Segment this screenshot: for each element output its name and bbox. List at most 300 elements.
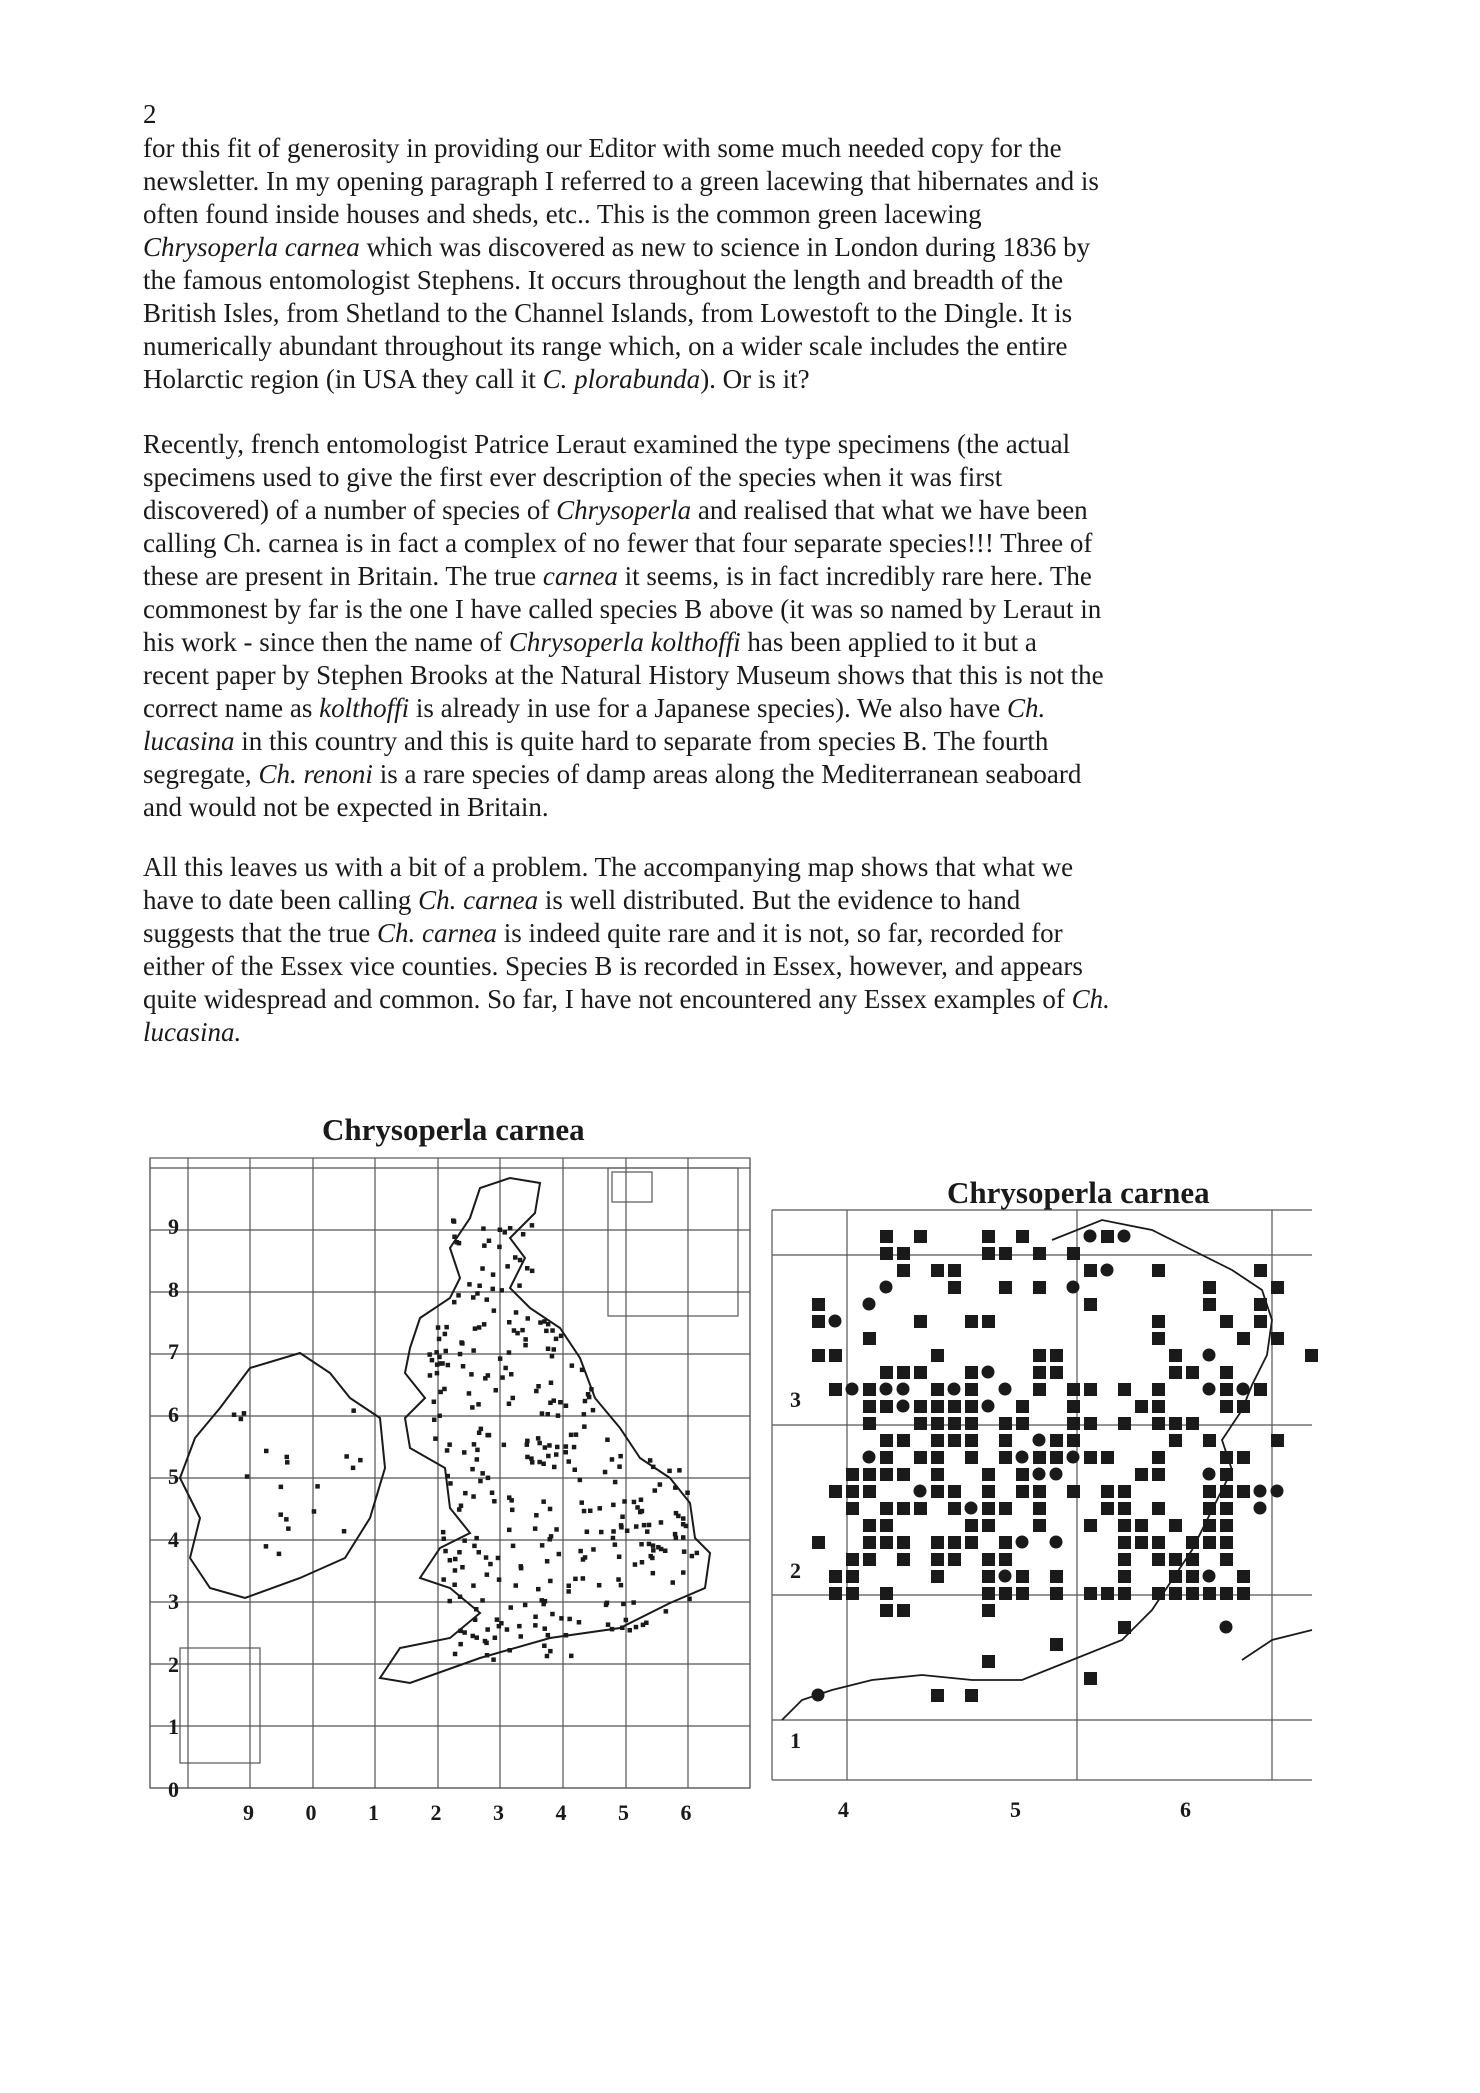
map1-record-square	[277, 1552, 282, 1557]
map2-record-square	[931, 1451, 944, 1464]
map2-record-square	[863, 1383, 876, 1396]
map1-record-square	[507, 1350, 512, 1355]
text-line	[143, 884, 1323, 917]
map1-record-square	[564, 1450, 569, 1455]
map1-record-square	[647, 1523, 652, 1528]
map2-record-square	[880, 1366, 893, 1379]
italic-span: C. plorabunda	[542, 364, 701, 394]
paragraph-1	[143, 132, 1323, 396]
map1-record-square	[611, 1536, 616, 1541]
map1-record-square	[583, 1399, 588, 1404]
map1-record-square	[581, 1576, 586, 1581]
map1-record-square	[578, 1549, 583, 1554]
text-line	[143, 132, 1323, 165]
map2-record-square	[1118, 1502, 1131, 1515]
map1-record-square	[548, 1507, 553, 1512]
map1-record-square	[546, 1633, 551, 1638]
map1-record-square	[536, 1436, 541, 1441]
map1-record-square	[471, 1348, 476, 1353]
map2-record-square	[829, 1485, 842, 1498]
map2-record-square	[965, 1417, 978, 1430]
map1-record-square	[264, 1449, 269, 1454]
map2-record-square	[1118, 1383, 1131, 1396]
map2-record-dot	[846, 1383, 859, 1396]
map1-record-square	[540, 1411, 545, 1416]
map1-record-square	[430, 1358, 435, 1363]
map1-record-square	[567, 1459, 572, 1464]
map1-record-square	[552, 1398, 557, 1403]
map1-record-square	[491, 1657, 496, 1662]
text-line	[143, 428, 1323, 461]
map2-record-square	[914, 1230, 927, 1243]
text-span: British Isles, from Shetland to the Channel Islands, from Lowestoft to the Dingle. It is	[143, 298, 1073, 328]
map1-record-square	[664, 1609, 669, 1614]
map2-record-square	[931, 1468, 944, 1481]
map1-record-square	[525, 1439, 530, 1444]
map2-record-square	[863, 1400, 876, 1413]
map1-record-square	[492, 1499, 497, 1504]
map1-record-square	[523, 1337, 528, 1342]
map2-record-square	[897, 1434, 910, 1447]
map1-record-square	[232, 1413, 237, 1418]
map2-record-square	[1067, 1434, 1080, 1447]
map1-record-square	[559, 1616, 564, 1621]
map1-record-square	[582, 1412, 587, 1417]
map1-record-square	[635, 1505, 640, 1510]
map2-record-dot	[1220, 1621, 1233, 1634]
map2-title: Chrysoperla carnea	[947, 1175, 1210, 1210]
map1-record-square	[634, 1524, 639, 1529]
map1-record-square	[640, 1560, 645, 1565]
map2-record-square	[880, 1400, 893, 1413]
map1-record-square	[533, 1526, 538, 1531]
text-line	[143, 330, 1323, 363]
map1-record-square	[511, 1396, 516, 1401]
map2-record-square	[931, 1383, 944, 1396]
map1-record-square	[502, 1443, 507, 1448]
text-span: is indeed quite rare and it is not, so far, recorded for	[496, 918, 1063, 948]
map2-record-square	[1152, 1587, 1165, 1600]
map1-record-square	[583, 1555, 588, 1560]
map2-record-square	[931, 1570, 944, 1583]
map1-record-square	[492, 1308, 497, 1313]
map1-british-isles	[150, 1158, 760, 1794]
map1-record-square	[499, 1621, 504, 1626]
map2-record-square	[1033, 1366, 1046, 1379]
text-span: All this leaves us with a bit of a problem. The accompanying map shows that what we	[143, 852, 1074, 882]
map1-record-square	[440, 1361, 445, 1366]
map1-record-square	[695, 1551, 700, 1556]
map1-record-square	[470, 1405, 475, 1410]
map1-record-square	[673, 1532, 678, 1537]
map1-x-tick-label: 4	[555, 1800, 567, 1825]
map1-record-square	[351, 1466, 356, 1471]
map1-record-square	[557, 1552, 562, 1557]
map2-record-square	[880, 1468, 893, 1481]
map1-record-square	[552, 1347, 557, 1352]
map1-y-tick-label: 0	[168, 1776, 179, 1802]
map1-record-square	[513, 1255, 518, 1260]
map2-record-square	[846, 1485, 859, 1498]
map2-record-square	[1152, 1417, 1165, 1430]
map2-record-square	[880, 1604, 893, 1617]
text-line	[143, 983, 1323, 1016]
map1-record-square	[472, 1442, 477, 1447]
map2-record-square	[1152, 1383, 1165, 1396]
map2-record-square	[863, 1332, 876, 1345]
map1-record-square	[351, 1408, 356, 1413]
map2-record-square	[1254, 1298, 1267, 1311]
text-span: calling Ch. carnea is in fact a complex of no fewer that four separate species!!! Three of	[143, 528, 1093, 558]
map2-record-square	[982, 1468, 995, 1481]
map2-record-dot	[982, 1366, 995, 1379]
map2-record-square	[982, 1570, 995, 1583]
map2-record-square	[1220, 1315, 1233, 1328]
map1-record-square	[443, 1549, 448, 1554]
map2-record-square	[1084, 1519, 1097, 1532]
map2-record-square	[999, 1502, 1012, 1515]
text-line	[143, 527, 1323, 560]
text-line	[143, 165, 1323, 198]
map2-record-square	[1203, 1536, 1216, 1549]
map2-record-square	[1203, 1519, 1216, 1532]
map2-record-dot	[1033, 1468, 1046, 1481]
map1-record-square	[547, 1443, 552, 1448]
map2-record-square	[880, 1451, 893, 1464]
map2-record-square	[1050, 1451, 1063, 1464]
text-span: newsletter. In my opening paragraph I referred to a green lacewing that hibernates and is	[143, 166, 1099, 196]
map1-y-tick-label: 8	[168, 1276, 179, 1302]
map2-record-square	[914, 1400, 927, 1413]
map1-record-square	[533, 1615, 538, 1620]
map1-record-square	[639, 1542, 644, 1547]
map2-record-square	[1050, 1570, 1063, 1583]
map1-record-square	[631, 1600, 636, 1605]
map1-record-square	[508, 1226, 513, 1231]
map1-record-square	[437, 1337, 442, 1342]
map1-record-square	[529, 1456, 534, 1461]
map2-record-dot	[880, 1383, 893, 1396]
text-span: Recently, french entomologist Patrice Leraut examined the type specimens (the actual	[143, 429, 1071, 459]
map1-record-square	[436, 1325, 441, 1330]
text-line	[143, 593, 1323, 626]
map2-record-square	[999, 1247, 1012, 1260]
text-line	[143, 659, 1323, 692]
map1-record-square	[523, 1603, 528, 1608]
map1-record-square	[485, 1653, 490, 1658]
italic-span: Chrysoperla	[556, 495, 692, 525]
map2-x-tick-label: 5	[1010, 1797, 1021, 1822]
map1-record-square	[682, 1549, 687, 1554]
text-line	[143, 461, 1323, 494]
map1-record-square	[515, 1331, 520, 1336]
map2-record-square	[931, 1417, 944, 1430]
map1-record-square	[342, 1529, 347, 1534]
map1-record-square	[567, 1584, 572, 1589]
map2-record-square	[1186, 1417, 1199, 1430]
map1-record-square	[503, 1230, 508, 1235]
map2-record-square	[965, 1536, 978, 1549]
map2-record-square	[1203, 1587, 1216, 1600]
map2-record-square	[1271, 1281, 1284, 1294]
map1-record-square	[448, 1599, 453, 1604]
map2-record-square	[897, 1604, 910, 1617]
text-span: segregate,	[143, 759, 259, 789]
map1-record-square	[477, 1550, 482, 1555]
map1-y-tick-label: 5	[168, 1464, 179, 1489]
map1-record-square	[534, 1389, 539, 1394]
map1-y-tick-label: 6	[168, 1401, 179, 1427]
map1-record-square	[457, 1550, 462, 1555]
map1-record-square	[514, 1310, 519, 1315]
map1-record-square	[427, 1352, 432, 1357]
map1-record-square	[589, 1387, 594, 1392]
map2-record-square	[1118, 1536, 1131, 1549]
map2-record-square	[880, 1434, 893, 1447]
map1-record-square	[659, 1547, 664, 1552]
map1-record-square	[435, 1371, 440, 1376]
map2-record-square	[948, 1553, 961, 1566]
italic-span: lucasina.	[143, 1017, 242, 1047]
map1-record-square	[474, 1536, 479, 1541]
map2-record-square	[1152, 1553, 1165, 1566]
map1-record-square	[554, 1452, 559, 1457]
map1-record-square	[570, 1363, 575, 1368]
map2-record-square	[1033, 1383, 1046, 1396]
text-line	[143, 791, 1323, 824]
map2-record-square	[1101, 1230, 1114, 1243]
map1-record-square	[580, 1500, 585, 1505]
map2-record-square	[1050, 1638, 1063, 1651]
map1-record-square	[461, 1364, 466, 1369]
map1-record-square	[549, 1534, 554, 1539]
map1-record-square	[497, 1577, 502, 1582]
map2-record-square	[1016, 1417, 1029, 1430]
map1-record-square	[533, 1623, 538, 1628]
map1-record-square	[685, 1491, 690, 1496]
map2-record-square	[1220, 1587, 1233, 1600]
map2-record-square	[812, 1349, 825, 1362]
map1-record-square	[554, 1527, 559, 1532]
map1-record-square	[582, 1509, 587, 1514]
map1-record-square	[497, 1245, 502, 1250]
map2-record-dot	[1016, 1451, 1029, 1464]
map2-record-square	[1220, 1502, 1233, 1515]
map1-record-square	[458, 1595, 463, 1600]
map1-record-square	[569, 1654, 574, 1659]
map1-record-square	[543, 1626, 548, 1631]
map1-record-square	[442, 1387, 447, 1392]
text-span: often found inside houses and sheds, etc.. This is the common green lacewing	[143, 199, 982, 229]
map2-record-square	[948, 1400, 961, 1413]
map2-record-square	[1169, 1570, 1182, 1583]
map1-record-square	[613, 1542, 618, 1547]
map1-record-square	[546, 1347, 551, 1352]
map1-record-square	[564, 1444, 569, 1449]
map2-record-square	[982, 1655, 995, 1668]
map2-record-square	[914, 1315, 927, 1328]
map1-record-square	[597, 1583, 602, 1588]
map1-record-square	[279, 1485, 284, 1490]
text-span: in this country and this is quite hard to separate from species B. The fourth	[234, 726, 1049, 756]
map1-record-square	[480, 1266, 485, 1271]
map2-record-square	[1169, 1417, 1182, 1430]
map1-outline-ireland	[180, 1353, 385, 1598]
text-span: have to date been calling	[143, 885, 419, 915]
map1-record-square	[507, 1402, 512, 1407]
italic-span: carnea	[542, 561, 618, 591]
map1-record-square	[485, 1627, 490, 1632]
map1-record-square	[498, 1228, 503, 1233]
map2-record-square	[1220, 1400, 1233, 1413]
map2-record-square	[1033, 1451, 1046, 1464]
map2-record-dot	[1101, 1264, 1114, 1277]
map1-record-square	[462, 1450, 467, 1455]
italic-span: Ch.	[1007, 693, 1046, 723]
map2-record-square	[880, 1230, 893, 1243]
map1-record-square	[484, 1555, 489, 1560]
map2-record-square	[1084, 1417, 1097, 1430]
text-line	[143, 198, 1323, 231]
map2-record-dot	[897, 1383, 910, 1396]
map1-record-square	[549, 1381, 554, 1386]
map2-record-square	[1016, 1587, 1029, 1600]
map1-record-square	[435, 1362, 440, 1367]
map1-record-square	[264, 1544, 269, 1549]
map2-record-dot	[999, 1383, 1012, 1396]
map2-record-square	[1135, 1519, 1148, 1532]
map1-record-square	[525, 1455, 530, 1460]
map2-record-square	[982, 1587, 995, 1600]
map2-record-dot	[1067, 1451, 1080, 1464]
map1-record-square	[490, 1491, 495, 1496]
map2-record-square	[1033, 1247, 1046, 1260]
map1-record-square	[511, 1544, 516, 1549]
map1-record-square	[690, 1554, 695, 1559]
map2-record-square	[1220, 1536, 1233, 1549]
map1-record-square	[441, 1530, 446, 1535]
map2-record-dot	[863, 1298, 876, 1311]
map2-record-square	[948, 1281, 961, 1294]
map1-record-square	[507, 1528, 512, 1533]
map1-record-square	[507, 1320, 512, 1325]
map1-title: Chrysoperla carnea	[322, 1112, 585, 1147]
map1-record-square	[573, 1468, 578, 1473]
map1-record-square	[526, 1316, 531, 1321]
map1-record-square	[519, 1564, 524, 1569]
map1-record-square	[452, 1583, 457, 1588]
map2-record-square	[880, 1247, 893, 1260]
map1-record-square	[663, 1549, 668, 1554]
map1-record-square	[619, 1523, 624, 1528]
map2-record-square	[1186, 1536, 1199, 1549]
map2-record-square	[1101, 1451, 1114, 1464]
map1-record-square	[462, 1538, 467, 1543]
map1-record-square	[453, 1568, 458, 1573]
map1-record-square	[610, 1457, 615, 1462]
map2-record-square	[999, 1451, 1012, 1464]
map2-record-square	[1016, 1570, 1029, 1583]
text-span: numerically abundant throughout its range which, on a wider scale includes the entire	[143, 331, 1068, 361]
map1-record-square	[505, 1627, 510, 1632]
map1-record-square	[632, 1500, 637, 1505]
map1-record-square	[285, 1460, 290, 1465]
map2-record-square	[897, 1502, 910, 1515]
map1-record-square	[618, 1454, 623, 1459]
italic-span: kolthoffi	[319, 693, 410, 723]
map1-record-square	[544, 1329, 549, 1334]
map1-record-square	[484, 1641, 489, 1646]
map2-record-square	[1067, 1247, 1080, 1260]
map1-record-square	[624, 1618, 629, 1623]
map2-record-dot	[999, 1570, 1012, 1583]
map1-record-square	[493, 1636, 498, 1641]
map1-record-square	[546, 1412, 551, 1417]
map1-record-square	[569, 1433, 574, 1438]
map1-record-square	[521, 1232, 526, 1237]
map1-record-square	[509, 1498, 514, 1503]
map2-record-square	[1152, 1502, 1165, 1515]
map2-record-square	[1067, 1383, 1080, 1396]
map2-record-square	[812, 1315, 825, 1328]
text-line	[143, 560, 1323, 593]
map2-record-square	[1050, 1587, 1063, 1600]
map2-record-square	[1152, 1264, 1165, 1277]
text-line	[143, 1016, 1323, 1049]
text-line	[143, 626, 1323, 659]
map2-record-square	[1237, 1451, 1250, 1464]
text-span: quite widespread and common. So far, I have not encountered any Essex examples of	[143, 984, 1072, 1014]
map2-record-square	[1169, 1553, 1182, 1566]
text-line	[143, 950, 1323, 983]
map2-record-square	[880, 1502, 893, 1515]
map1-record-square	[485, 1433, 490, 1438]
map2-record-square	[948, 1536, 961, 1549]
map1-record-square	[559, 1334, 564, 1339]
map1-record-square	[651, 1571, 656, 1576]
text-line	[143, 692, 1323, 725]
map1-record-square	[586, 1392, 591, 1397]
map2-record-square	[1186, 1553, 1199, 1566]
text-line	[143, 725, 1323, 758]
map2-records	[812, 1230, 1319, 1703]
map2-record-square	[999, 1587, 1012, 1600]
map1-x-tick-label: 5	[618, 1800, 629, 1825]
map1-record-square	[598, 1506, 603, 1511]
map1-y-tick-label: 1	[168, 1714, 179, 1739]
text-span: discovered) of a number of species of	[143, 495, 557, 525]
map2-record-dot	[1050, 1468, 1063, 1481]
map2-record-square	[829, 1570, 842, 1583]
map1-record-square	[500, 1375, 505, 1380]
map1-record-square	[611, 1503, 616, 1508]
map2-record-square	[897, 1536, 910, 1549]
map2-record-square	[846, 1553, 859, 1566]
paragraph-3	[143, 851, 1323, 1049]
map1-record-square	[509, 1605, 514, 1610]
map1-record-square	[459, 1340, 464, 1345]
map2-record-square	[1220, 1485, 1233, 1498]
map1-record-square	[432, 1418, 437, 1423]
map1-record-square	[457, 1241, 462, 1246]
map2-record-square	[931, 1553, 944, 1566]
map1-record-square	[473, 1326, 478, 1331]
italic-span: Ch. carnea	[376, 918, 497, 948]
map2-record-square	[1016, 1230, 1029, 1243]
map1-record-square	[239, 1417, 244, 1422]
map2-record-square	[1254, 1264, 1267, 1277]
map2-record-square	[982, 1604, 995, 1617]
